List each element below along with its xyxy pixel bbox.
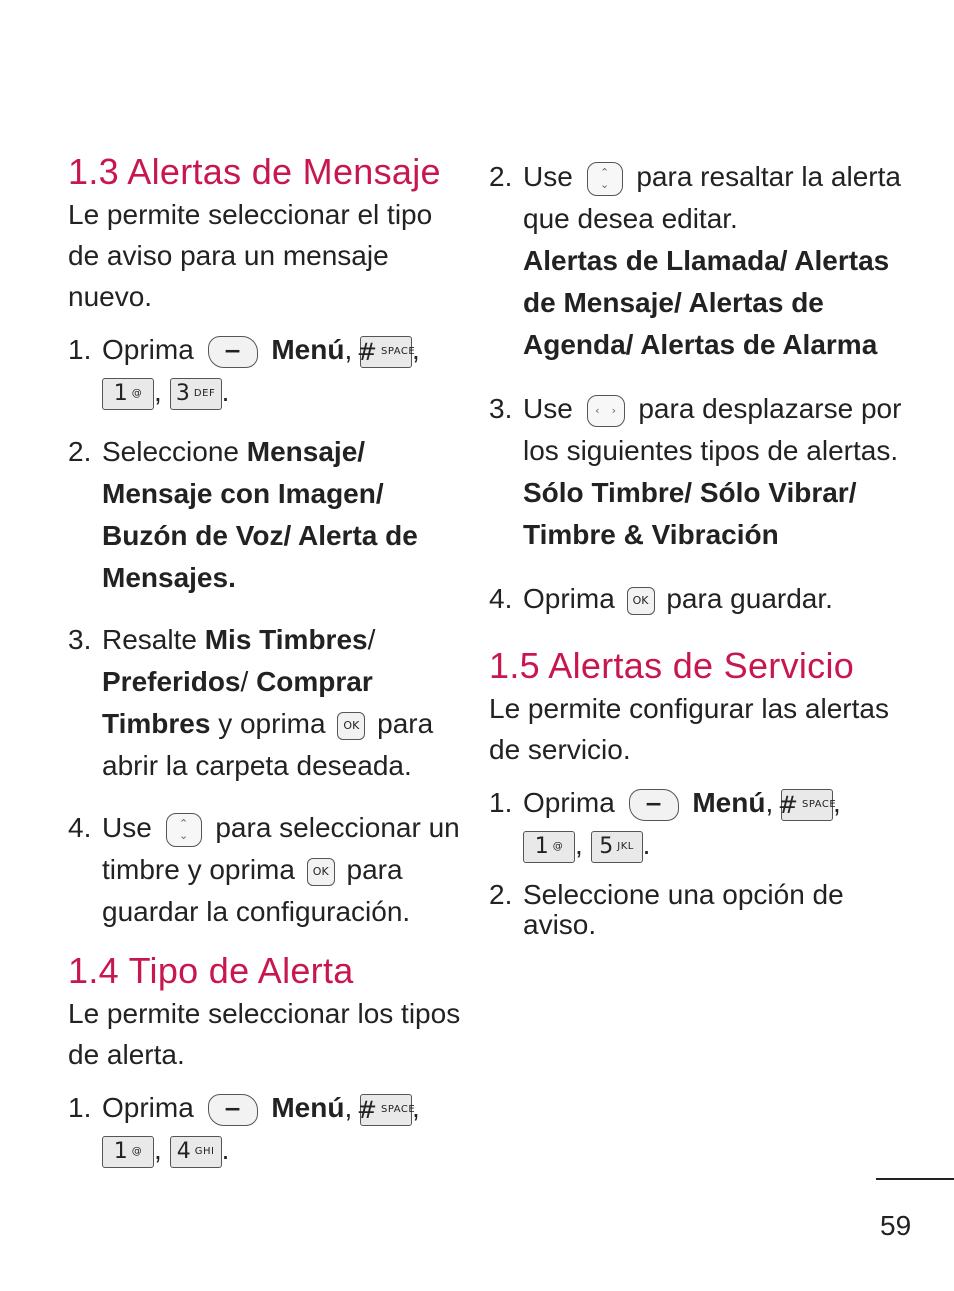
alert-types-list: Mensaje/ Mensaje con Imagen/ Buzón de Voz/ Alerta de Mensajes. bbox=[102, 436, 418, 593]
key-1-icon: 1 @ bbox=[523, 831, 575, 863]
step-number: 1. bbox=[68, 334, 92, 365]
step-1-3-4: 4. Use ⌃ ⌄ para seleccionar un timbre y oprima OK para guardar la configuración. bbox=[68, 812, 460, 927]
step-1-5-1: 1. Oprima − Menú, # SPACE , 1 @ , 5 JKL . bbox=[489, 782, 909, 866]
step-1-3-3: 3. Resalte Mis Timbres/ Preferidos/ Comprar Timbres y oprima OK para abrir la carpeta deseada. bbox=[68, 624, 434, 781]
section-desc-1-3: Le permite seleccionar el tipo de aviso para un mensaje nuevo. bbox=[68, 199, 433, 312]
step-1-3-1: 1. Oprima − Menú, # SPACE , 1 @ , 3 DEF . bbox=[68, 329, 463, 413]
page-number: 59 bbox=[880, 1210, 912, 1241]
key-5-jkl-icon: 5 JKL bbox=[591, 831, 643, 863]
alert-mode-list: Sólo Timbre/ Sólo Vibrar/ Timbre & Vibración bbox=[523, 477, 857, 550]
alert-categories-list: Alertas de Llamada/ Alertas de Mensaje/ Alertas de Agenda/ Alertas de Alarma bbox=[523, 245, 890, 360]
key-3-def-icon: 3 DEF bbox=[170, 378, 222, 410]
section-title-1-3: 1.3 Alertas de Mensaje bbox=[68, 151, 441, 192]
left-soft-key-icon: − bbox=[629, 789, 679, 821]
menu-label: Menú bbox=[271, 334, 345, 365]
ok-key-icon: OK bbox=[307, 858, 335, 886]
pound-space-key-icon: # SPACE bbox=[356, 1095, 416, 1124]
left-column bbox=[68, 150, 463, 1171]
step-1-5-2: 2. Seleccione una opción de aviso. bbox=[489, 879, 844, 940]
section-desc-1-5: Le permite configurar las alertas de servicio. bbox=[489, 693, 889, 765]
key-1-icon: 1 @ bbox=[102, 378, 154, 410]
footer-divider bbox=[876, 1178, 954, 1180]
right-column bbox=[489, 156, 909, 940]
pound-space-key-icon: # SPACE bbox=[356, 337, 416, 366]
step-text: Oprima bbox=[102, 334, 194, 365]
nav-left-right-key-icon: ‹ › bbox=[587, 395, 625, 427]
key-1-icon: 1 @ bbox=[102, 1136, 154, 1168]
key-4-ghi-icon: 4 GHI bbox=[170, 1136, 222, 1168]
section-title-1-5: 1.5 Alertas de Servicio bbox=[489, 645, 855, 686]
step-1-3-2b: 2. Use ⌃ ⌄ para resaltar la alerta que desea editar. Alertas de Llamada/ Alertas de Mensaje/ Alertas de Agenda/ Alertas de Alarma bbox=[489, 161, 901, 360]
step-1-3-4b: 4. Oprima OK para guardar. bbox=[489, 583, 833, 614]
ok-key-icon: OK bbox=[337, 712, 365, 740]
step-1-4-1: 1. Oprima − Menú, # SPACE , 1 @ , 4 GHI . bbox=[68, 1087, 463, 1171]
section-title-1-4: 1.4 Tipo de Alerta bbox=[68, 950, 354, 991]
section-desc-1-4: Le permite seleccionar los tipos de alerta. bbox=[68, 998, 461, 1070]
left-soft-key-icon: − bbox=[208, 1094, 258, 1126]
step-1-3-3b: 3. Use ‹ › para desplazarse por los siguientes tipos de alertas. Sólo Timbre/ Sólo Vibrar/ Timbre & Vibración bbox=[489, 393, 902, 550]
step-1-3-2: 2. Seleccione Mensaje/ Mensaje con Imagen/ Buzón de Voz/ Alerta de Mensajes. bbox=[68, 436, 418, 593]
ok-key-icon: OK bbox=[627, 587, 655, 615]
pound-space-key-icon: # SPACE bbox=[777, 790, 837, 819]
nav-up-down-key-icon: ⌃ ⌄ bbox=[587, 162, 623, 196]
nav-up-down-key-icon: ⌃ ⌄ bbox=[166, 813, 202, 847]
left-soft-key-icon: − bbox=[208, 336, 258, 368]
